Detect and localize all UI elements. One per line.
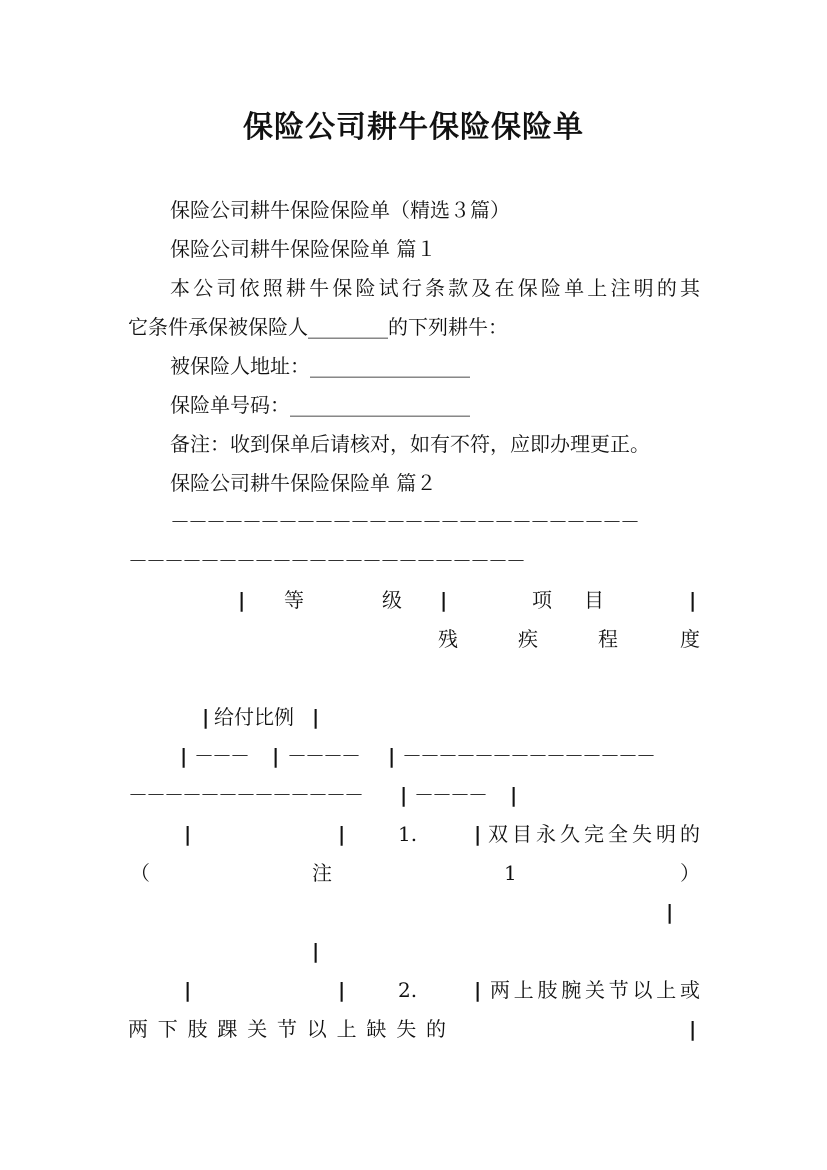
table-border: | [400, 783, 408, 807]
table-separator: －－－－ [414, 783, 486, 807]
table-cell: 两上肢腕关节以上或 [490, 978, 700, 1002]
table-header-cell: 给付比例 [214, 705, 294, 729]
table-border: | [338, 978, 346, 1002]
paragraph-line: 本公司依照耕牛保险试行条款及在保险单上注明的其 [170, 276, 700, 300]
table-border: | [689, 588, 697, 612]
table-border: | [184, 822, 192, 846]
table-cell: 注 [312, 861, 332, 885]
table-separator: －－－－－－－－－－－－－－ [402, 744, 654, 768]
paragraph-line: 保险公司耕牛保险保险单（精选３篇） [170, 198, 510, 222]
table-cell: 2. [398, 978, 418, 1002]
table-header-cell: 程 [598, 627, 618, 651]
table-separator: －－－－－－－－－－－－－ [128, 783, 362, 807]
table-border: | [312, 939, 320, 963]
table-header-cell: 疾 [518, 627, 538, 651]
table-border: | [338, 822, 346, 846]
table-border: | [474, 978, 482, 1002]
paragraph-line: 保险公司耕牛保险保险单 篇１ [170, 237, 437, 261]
paragraph-line: 保险公司耕牛保险保险单 篇２ [170, 471, 437, 495]
table-border: | [202, 705, 210, 729]
dash-line: －－－－－－－－－－－－－－－－－－－－－－ [128, 549, 524, 573]
paragraph-line: 保险单号码：__________________ [170, 393, 470, 417]
table-header-cell: 度 [680, 627, 700, 651]
table-border: | [184, 978, 192, 1002]
table-cell: 1 [504, 861, 517, 885]
table-separator: －－－ [194, 744, 248, 768]
paragraph-line: 备注：收到保单后请核对，如有不符，应即办理更正。 [170, 432, 650, 456]
table-border: | [440, 588, 448, 612]
table-border: | [180, 744, 188, 768]
table-header-cell: 等 [284, 588, 304, 612]
table-border: | [689, 1017, 697, 1041]
table-header-cell: 级 [382, 588, 402, 612]
paragraph-line: 被保险人地址：________________ [170, 354, 470, 378]
table-cell: （ [130, 861, 150, 885]
table-border: | [238, 588, 246, 612]
table-cell: 1. [398, 822, 418, 846]
table-border: | [510, 783, 518, 807]
paragraph-line: 它条件承保被保险人________的下列耕牛： [128, 315, 508, 339]
table-border: | [388, 744, 396, 768]
dash-line: －－－－－－－－－－－－－－－－－－－－－－－－－－ [170, 510, 638, 534]
table-cell: 两下肢踝关节以上缺失的 [128, 1017, 446, 1041]
table-cell: ） [680, 861, 700, 885]
document-title: 保险公司耕牛保险保险单 [243, 110, 584, 145]
table-separator: －－－－ [287, 744, 359, 768]
table-header-cell: 残 [438, 627, 458, 651]
table-border: | [666, 900, 674, 924]
table-cell: 双目永久完全失明的 [488, 822, 700, 846]
table-border: | [474, 822, 482, 846]
table-header-cell: 项 [532, 588, 552, 612]
table-header-cell: 目 [584, 588, 604, 612]
table-border: | [312, 705, 320, 729]
table-border: | [272, 744, 280, 768]
